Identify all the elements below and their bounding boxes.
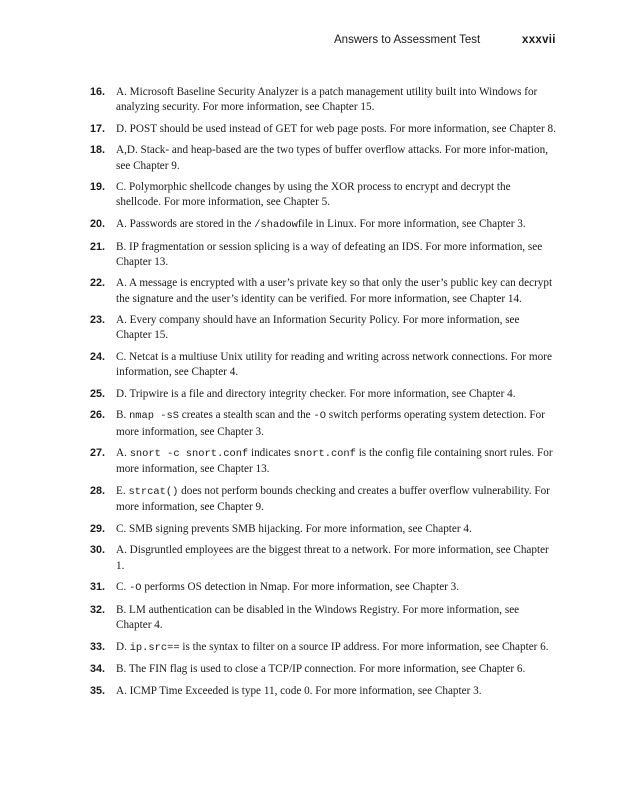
answer-number: 35. [90, 684, 106, 697]
answer-text-segment: C. Netcat is a multiuse Unix utility for reading and writing across network connections. For more information, see Chapter 4. [116, 350, 552, 379]
answer-text [116, 123, 556, 135]
page-number: xxxvii [522, 34, 556, 46]
answer-item [0, 313, 638, 343]
answer-text-segment: C. [116, 581, 130, 594]
code-snippet: snort.conf [293, 448, 356, 461]
answer-item [0, 276, 638, 306]
answer-number: 23. [90, 314, 106, 327]
answer-text [116, 351, 552, 378]
answer-text [116, 485, 550, 513]
answer-number: 27. [90, 447, 106, 460]
answer-number: 19. [90, 181, 106, 194]
answer-text-segment: B. IP fragmentation or session splicing is a way of defeating an IDS. For more information, see Chapter 13. [116, 240, 543, 268]
answer-text [116, 144, 548, 171]
answer-item [0, 603, 638, 633]
answer-text-segment: D. Tripwire is a file and directory integrity checker. For more information, see Chapter 4. [116, 387, 516, 400]
answer-number: 17. [90, 122, 106, 135]
answer-number: 32. [90, 603, 106, 616]
answer-number: 20. [90, 217, 106, 230]
answer-item [0, 240, 638, 270]
code-snippet: -O [313, 410, 326, 423]
answer-number: 33. [90, 640, 106, 653]
answer-item [0, 85, 638, 115]
answer-text [116, 641, 549, 653]
answer-text [116, 604, 519, 631]
answer-number: 18. [90, 144, 106, 157]
answer-text-segment: creates a stealth scan and the [178, 409, 314, 422]
answer-text [116, 447, 553, 475]
answer-number: 28. [90, 484, 106, 497]
answer-item [0, 446, 638, 477]
answer-number: 22. [90, 277, 106, 290]
answer-text-segment: switch performs operating system detection. For more information, see Chapter 3. [116, 409, 545, 438]
answer-text-segment: C. Polymorphic shellcode changes by using the XOR process to encrypt and decrypt the shellcode. For more information, see Chapter 5. [116, 181, 511, 209]
answer-item [0, 484, 638, 515]
answer-number: 29. [90, 522, 106, 535]
code-snippet: /shadow [254, 218, 298, 231]
answer-number: 31. [90, 581, 106, 594]
answer-item [0, 640, 638, 656]
answer-list [0, 85, 638, 705]
answer-text [116, 241, 542, 268]
answer-text-segment: indicates [248, 447, 294, 460]
answer-item [0, 122, 638, 137]
running-header [0, 34, 638, 50]
answer-item [0, 350, 638, 380]
answer-number: 30. [90, 544, 106, 557]
answer-text [116, 86, 537, 113]
answer-number: 24. [90, 350, 106, 363]
answer-text-segment: A. Microsoft Baseline Security Analyzer is a patch management utility built into Windows for analyzing security. For more information, see Chapter 15. [116, 86, 538, 114]
answer-text [116, 685, 482, 697]
answer-text-segment: A. ICMP Time Exceeded is type 11, code 0. For more information, see Chapter 3. [116, 684, 482, 697]
answer-item [0, 522, 638, 537]
answer-number: 34. [90, 663, 106, 676]
answer-text-segment: A. A message is encrypted with a user’s private key so that only the user’s public key can decrypt the signature and the user’s identity can be verified. For more information, see Chapter 14. [116, 277, 553, 305]
answer-text [116, 181, 511, 208]
answer-text-segment: B. [116, 409, 130, 422]
answer-text [116, 581, 459, 593]
answer-number: 26. [90, 409, 106, 422]
answer-text-segment: A. Passwords are stored in the [116, 217, 255, 230]
answer-text [116, 544, 549, 571]
answer-text-segment: A. Every company should have an Information Security Policy. For more information, see Chapter 15. [116, 314, 520, 342]
answer-text [116, 314, 519, 341]
answer-item [0, 408, 638, 439]
answer-item [0, 180, 638, 210]
answer-text-segment: is the config file containing snort rules. For more information, see Chapter 13. [116, 447, 553, 476]
answer-text-segment: D. POST should be used instead of GET for web page posts. For more information, see Chapter 8. [116, 122, 556, 135]
answer-item [0, 143, 638, 173]
answer-text [116, 277, 552, 304]
answer-text-segment: is the syntax to filter on a source IP address. For more information, see Chapter 6. [179, 640, 549, 653]
answer-text [116, 663, 525, 675]
answer-number: 25. [90, 387, 106, 400]
answer-text-segment: B. LM authentication can be disabled in the Windows Registry. For more information, see Chapter 4. [116, 603, 520, 631]
answer-text-segment: performs OS detection in Nmap. For more information, see Chapter 3. [141, 581, 460, 594]
answer-text [116, 218, 526, 230]
answer-number: 21. [90, 240, 106, 253]
answer-item [0, 543, 638, 573]
code-snippet: strcat() [128, 485, 179, 498]
answer-text-segment: C. SMB signing prevents SMB hijacking. For more information, see Chapter 4. [116, 522, 472, 535]
answer-text-segment: does not perform bounds checking and creates a buffer overflow vulnerability. For more information, see Chapter 9. [116, 484, 550, 514]
answer-number: 16. [90, 86, 106, 98]
answer-item [0, 580, 638, 596]
answer-item [0, 684, 638, 699]
answer-text [116, 388, 516, 400]
answer-item [0, 217, 638, 233]
answer-text-segment: A. Disgruntled employees are the biggest threat to a network. For more information, see Chapter 1. [116, 544, 549, 572]
code-snippet: -O [129, 582, 142, 595]
answer-text [116, 409, 545, 437]
answer-text-segment: file in Linux. For more information, see Chapter 3. [297, 217, 526, 230]
answer-text-segment: A. [116, 447, 130, 460]
answer-item [0, 662, 638, 677]
answer-text-segment: B. The FIN flag is used to close a TCP/IP connection. For more information, see Chapter 6. [116, 663, 526, 676]
answer-text [116, 523, 472, 535]
answer-item [0, 387, 638, 402]
code-snippet: snort -c snort.conf [129, 448, 249, 461]
answer-text-segment: E. [116, 484, 129, 497]
answer-text-segment: A,D. Stack- and heap-based are the two types of buffer overflow attacks. For more infor-mation, see Chapter 9. [116, 144, 549, 172]
header-title: Answers to Assessment Test [334, 34, 481, 46]
code-snippet: ip.src== [129, 641, 180, 654]
code-snippet: nmap -sS [129, 410, 179, 423]
answer-text-segment: D. [116, 640, 130, 653]
